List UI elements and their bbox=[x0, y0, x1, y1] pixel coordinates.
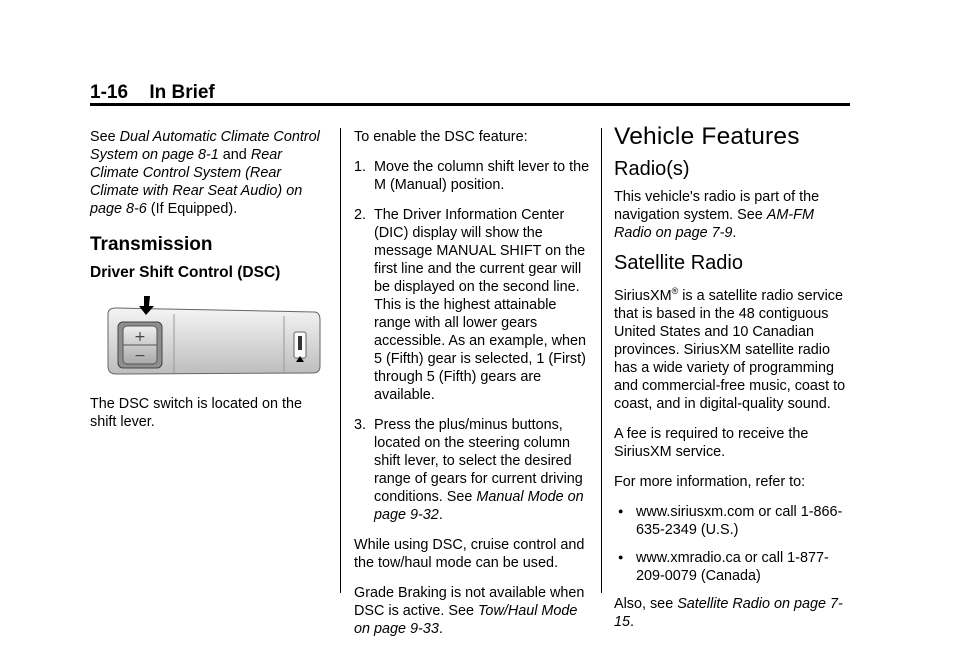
svg-text:−: − bbox=[134, 348, 146, 364]
step-item: 1. Move the column shift lever to the M (Manual) position. bbox=[354, 159, 590, 193]
bullet-icon: ● bbox=[618, 505, 624, 516]
dsc-heading: Driver Shift Control (DSC) bbox=[90, 264, 281, 281]
tow-haul-link[interactable]: Tow/Haul Mode on page 9-33 bbox=[354, 603, 578, 637]
step-item: 3. Press the plus/minus buttons, located on the steering column shift lever, to select the desired range of gears for current driving conditions. See Manual Mode on page 9-32. bbox=[354, 417, 584, 523]
dsc-steps bbox=[354, 158, 594, 524]
section-title: In Brief bbox=[149, 82, 215, 103]
more-info-text: For more information, refer to: bbox=[614, 473, 806, 490]
also-see-text: Also, see Satellite Radio on page 7-15. bbox=[614, 595, 843, 630]
step-item: 2. The Driver Information Center (DIC) display will show the message MANUAL SHIFT on the first line and the current gear will be displayed on the second line. This is the highest attainable range with all lower gears accessible. As an example, when 5 (Fifth) gear is selected, 1 (First) through 5 (Fifth) gears are available. bbox=[354, 207, 586, 403]
list-item: ● www.siriusxm.com or call 1-866-635-2349 (U.S.) bbox=[614, 503, 854, 539]
manual-mode-link[interactable]: Manual Mode on page 9-32 bbox=[374, 489, 584, 523]
dsc-caption: The DSC switch is located on the shift lever. bbox=[90, 396, 302, 430]
enable-dsc-intro: To enable the DSC feature: bbox=[354, 129, 528, 145]
radio-heading: Radio(s) bbox=[614, 158, 690, 180]
column-3 bbox=[614, 123, 854, 643]
shift-lever-image bbox=[104, 296, 322, 376]
column-divider-2 bbox=[601, 128, 602, 593]
column-divider-1 bbox=[340, 128, 341, 593]
climate-reference: See Dual Automatic Climate Control System on page 8-1 and Rear Climate Control System (Rear Climate with Rear Seat Audio) on page 8-6 (If Equipped). bbox=[90, 129, 320, 217]
column-2 bbox=[354, 128, 594, 650]
vehicle-features-title: Vehicle Features bbox=[614, 123, 800, 150]
satellite-radio-link[interactable]: Satellite Radio on page 7-15 bbox=[614, 595, 843, 630]
bullet-icon: ● bbox=[618, 551, 624, 562]
page-header bbox=[90, 82, 215, 104]
column-1 bbox=[90, 128, 330, 443]
dsc-note-2: Grade Braking is not available when DSC is active. See Tow/Haul Mode on page 9-33. bbox=[354, 585, 585, 637]
header-rule bbox=[90, 103, 850, 106]
fee-text: A fee is required to receive the SiriusXM service. bbox=[614, 425, 809, 460]
page-number: 1-16 bbox=[90, 82, 129, 103]
transmission-heading: Transmission bbox=[90, 234, 213, 255]
climate-link[interactable]: Dual Automatic Climate Control System on page 8-1 bbox=[90, 129, 320, 163]
satellite-text: SiriusXM® is a satellite radio service that is based in the 48 contiguous United States and 10 Canadian provinces. SiriusXM satellite radio has a wide variety of programming and commercial-free music, coast to coast, and in digital-quality sound. bbox=[614, 286, 846, 412]
radio-text: This vehicle's radio is part of the navigation system. See AM-FM Radio on page 7-9. bbox=[614, 189, 820, 241]
am-fm-radio-link[interactable]: AM-FM Radio on page 7-9 bbox=[614, 207, 814, 241]
list-item: ● www.xmradio.ca or call 1-877-209-0079 (Canada) bbox=[614, 549, 854, 585]
satellite-radio-heading: Satellite Radio bbox=[614, 252, 743, 274]
dsc-note-1: While using DSC, cruise control and the tow/haul mode can be used. bbox=[354, 537, 585, 571]
dsc-lever-illustration bbox=[104, 296, 330, 381]
svg-text:+: + bbox=[134, 329, 146, 345]
rear-climate-link[interactable]: Rear Climate Control System (Rear Climate with Rear Seat Audio) on page 8-6 bbox=[90, 147, 303, 217]
